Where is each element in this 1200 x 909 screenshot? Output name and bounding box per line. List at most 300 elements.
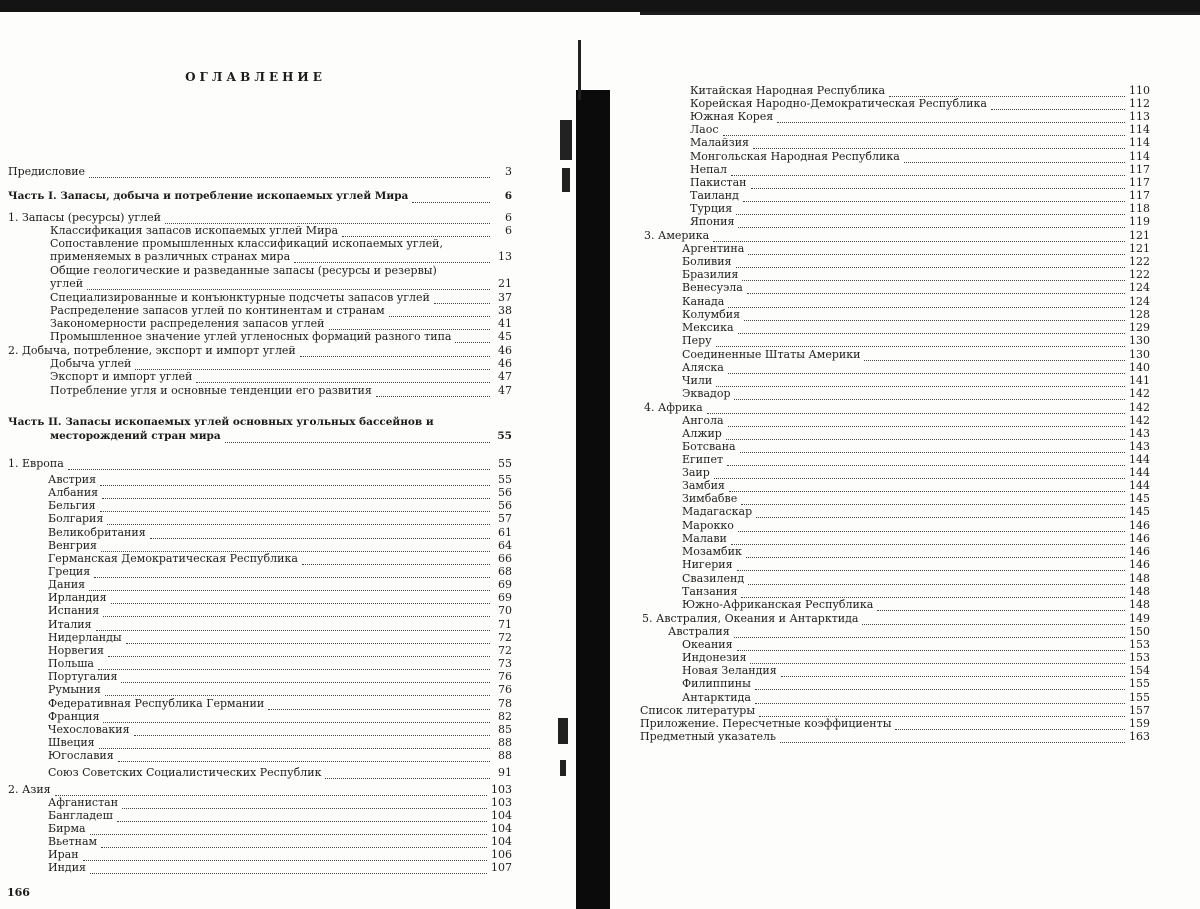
dot-leader bbox=[111, 594, 490, 604]
toc-entry bbox=[682, 572, 1150, 585]
toc-entry-label: Предметный указатель bbox=[640, 730, 777, 743]
dot-leader bbox=[107, 515, 490, 525]
dot-leader bbox=[268, 700, 490, 710]
toc-entry bbox=[48, 723, 512, 736]
toc-entry bbox=[682, 651, 1150, 664]
toc-entry bbox=[48, 512, 512, 525]
toc-entry-page: 72 bbox=[498, 631, 512, 644]
dot-leader bbox=[329, 320, 490, 330]
toc-entry bbox=[690, 202, 1150, 215]
toc-entry bbox=[682, 374, 1150, 387]
toc-entry bbox=[50, 304, 512, 317]
toc-entry bbox=[682, 638, 1150, 651]
toc-entry-label: Эквадор bbox=[682, 387, 731, 400]
toc-entry-page: 140 bbox=[1129, 361, 1150, 374]
toc-entry-page: 142 bbox=[1129, 401, 1150, 414]
toc-entry-label: Болгария bbox=[48, 512, 104, 525]
toc-entry-label: Таиланд bbox=[690, 189, 739, 202]
toc-entry-label: Япония bbox=[690, 215, 735, 228]
toc-entry-label: Югославия bbox=[48, 749, 114, 762]
toc-entry-label: Канада bbox=[682, 295, 725, 308]
dot-leader bbox=[87, 280, 490, 290]
dot-leader bbox=[117, 812, 487, 822]
dot-leader bbox=[196, 373, 490, 383]
toc-entry bbox=[48, 618, 512, 631]
toc-entry bbox=[682, 242, 1150, 255]
left-page bbox=[0, 0, 575, 909]
dot-leader bbox=[55, 786, 487, 796]
dot-leader bbox=[736, 205, 1125, 215]
toc-entry bbox=[50, 237, 512, 250]
toc-entry bbox=[48, 710, 512, 723]
toc-entry-label: Иран bbox=[48, 848, 79, 861]
toc-entry-label: Ангола bbox=[682, 414, 724, 427]
toc-entry bbox=[682, 598, 1150, 611]
toc-entry bbox=[690, 97, 1150, 110]
toc-entry-label: Марокко bbox=[682, 519, 734, 532]
dot-leader bbox=[89, 168, 490, 178]
toc-entry-label: Распределение запасов углей по континентам и странам bbox=[50, 304, 385, 317]
dot-leader bbox=[101, 542, 490, 552]
dot-leader bbox=[755, 694, 1125, 704]
toc-entry-page: 163 bbox=[1129, 730, 1150, 743]
dot-leader bbox=[108, 647, 490, 657]
toc-entry-label: Малайзия bbox=[690, 136, 749, 149]
toc-entry-label: месторождений стран мира bbox=[50, 430, 221, 442]
toc-entry-label: Германская Демократическая Республика bbox=[48, 552, 298, 565]
toc-entry-page: 157 bbox=[1129, 704, 1150, 717]
toc-entry-page: 117 bbox=[1129, 189, 1150, 202]
dot-leader bbox=[103, 713, 490, 723]
toc-entry-label: Классификация запасов ископаемых углей Мира bbox=[50, 224, 339, 237]
toc-entry-page: 112 bbox=[1129, 97, 1150, 110]
dot-leader bbox=[441, 268, 490, 277]
toc-entry bbox=[48, 809, 512, 822]
toc-entry-page: 76 bbox=[498, 683, 512, 696]
toc-entry bbox=[50, 317, 512, 330]
dot-leader bbox=[751, 179, 1126, 189]
toc-entry-page: 69 bbox=[498, 578, 512, 591]
toc-entry bbox=[8, 416, 512, 429]
toc-entry bbox=[48, 644, 512, 657]
toc-entry-label: Албания bbox=[48, 486, 99, 499]
toc-entry-label: 2. Азия bbox=[8, 783, 51, 796]
toc-entry bbox=[682, 492, 1150, 505]
toc-entry bbox=[8, 190, 512, 203]
dot-leader bbox=[731, 166, 1125, 176]
toc-entry bbox=[640, 717, 1150, 730]
dot-leader bbox=[741, 588, 1125, 598]
toc-entry-page: 85 bbox=[498, 723, 512, 736]
dot-leader bbox=[713, 232, 1125, 242]
toc-entry-page: 110 bbox=[1129, 84, 1150, 97]
dot-leader bbox=[728, 298, 1125, 308]
toc-entry bbox=[682, 558, 1150, 571]
toc-entry bbox=[640, 730, 1150, 743]
toc-entry-page: 56 bbox=[498, 486, 512, 499]
dot-leader bbox=[738, 324, 1125, 334]
dot-leader bbox=[121, 673, 490, 683]
toc-entry bbox=[682, 440, 1150, 453]
dot-leader bbox=[325, 769, 490, 779]
toc-entry-page: 103 bbox=[491, 796, 512, 809]
toc-entry-page: 6 bbox=[505, 211, 512, 224]
toc-entry bbox=[50, 357, 512, 370]
dot-leader bbox=[96, 621, 491, 631]
toc-entry-label: Соединенные Штаты Америки bbox=[682, 348, 861, 361]
toc-entry-page: 118 bbox=[1129, 202, 1150, 215]
toc-entry bbox=[48, 749, 512, 762]
toc-entry bbox=[690, 84, 1150, 97]
toc-entry-page: 103 bbox=[491, 783, 512, 796]
toc-entry bbox=[690, 176, 1150, 189]
toc-entry-page: 71 bbox=[498, 618, 512, 631]
toc-entry bbox=[682, 387, 1150, 400]
toc-entry-page: 119 bbox=[1129, 215, 1150, 228]
toc-entry bbox=[8, 211, 512, 224]
toc-entry-label: Малави bbox=[682, 532, 727, 545]
toc-entry bbox=[690, 215, 1150, 228]
toc-entry bbox=[8, 165, 512, 178]
toc-entry-label: Италия bbox=[48, 618, 92, 631]
toc-entry-page: 64 bbox=[498, 539, 512, 552]
toc-entry bbox=[50, 330, 512, 343]
dot-leader bbox=[877, 601, 1125, 611]
dot-leader bbox=[376, 387, 490, 397]
dot-leader bbox=[68, 460, 490, 470]
toc-entry-label: Закономерности распределения запасов углей bbox=[50, 317, 325, 330]
toc-entry-page: 68 bbox=[498, 565, 512, 578]
dot-leader bbox=[412, 193, 490, 203]
toc-entry-label: Швеция bbox=[48, 736, 95, 749]
toc-entry-label: Индонезия bbox=[682, 651, 747, 664]
toc-entry-label: Танзания bbox=[682, 585, 738, 598]
toc-entry bbox=[48, 526, 512, 539]
toc-entry bbox=[682, 281, 1150, 294]
toc-entry bbox=[48, 499, 512, 512]
toc-entry bbox=[48, 766, 512, 779]
toc-entry bbox=[48, 835, 512, 848]
toc-entry bbox=[682, 255, 1150, 268]
toc-entry-page: 153 bbox=[1129, 638, 1150, 651]
toc-entry-page: 150 bbox=[1129, 625, 1150, 638]
toc-entry bbox=[690, 123, 1150, 136]
toc-entry-label: Лаос bbox=[690, 123, 719, 136]
toc-entry bbox=[682, 664, 1150, 677]
toc-entry-label: 5. Австралия, Океания и Антарктида bbox=[642, 612, 859, 625]
toc-entry-label: Океания bbox=[682, 638, 733, 651]
dot-leader bbox=[750, 654, 1125, 664]
toc-entry-page: 37 bbox=[498, 291, 512, 304]
dot-leader bbox=[294, 253, 490, 263]
dot-leader bbox=[777, 113, 1125, 123]
dot-leader bbox=[991, 100, 1125, 110]
toc-entry-page: 57 bbox=[498, 512, 512, 525]
dot-leader bbox=[742, 271, 1125, 281]
toc-entry-page: 114 bbox=[1129, 123, 1150, 136]
toc-entry-page: 148 bbox=[1129, 572, 1150, 585]
toc-entry-label: Аргентина bbox=[682, 242, 745, 255]
dot-leader bbox=[300, 347, 490, 357]
toc-entry-label: 1. Европа bbox=[8, 457, 64, 470]
toc-entry-page: 130 bbox=[1129, 348, 1150, 361]
toc-entry-label: Колумбия bbox=[682, 308, 741, 321]
dot-leader bbox=[389, 307, 490, 317]
toc-entry bbox=[682, 348, 1150, 361]
dot-leader bbox=[102, 489, 490, 499]
toc-entry-label: 3. Америка bbox=[644, 229, 710, 242]
toc-entry-page: 141 bbox=[1129, 374, 1150, 387]
dot-leader bbox=[781, 667, 1125, 677]
toc-entry bbox=[50, 250, 512, 263]
toc-entry bbox=[48, 631, 512, 644]
toc-entry-label: Перу bbox=[682, 334, 712, 347]
toc-entry-label: Мексика bbox=[682, 321, 734, 334]
dot-leader bbox=[753, 139, 1125, 149]
toc-entry bbox=[48, 683, 512, 696]
toc-entry-page: 146 bbox=[1129, 532, 1150, 545]
dot-leader bbox=[714, 469, 1125, 479]
toc-entry-label: Испания bbox=[48, 604, 100, 617]
dot-leader bbox=[447, 241, 490, 250]
toc-entry-label: Монгольская Народная Республика bbox=[690, 150, 900, 163]
toc-entry-label: Часть II. Запасы ископаемых углей основных угольных бассейнов и bbox=[8, 416, 434, 428]
toc-entry bbox=[690, 163, 1150, 176]
toc-entry-page: 91 bbox=[498, 766, 512, 779]
toc-entry bbox=[50, 384, 512, 397]
toc-entry-page: 121 bbox=[1129, 229, 1150, 242]
toc-entry-page: 124 bbox=[1129, 295, 1150, 308]
toc-entry-label: Общие геологические и разведанные запасы (ресурсы и резервы) bbox=[50, 264, 437, 277]
dot-leader bbox=[135, 360, 490, 370]
toc-entry-page: 142 bbox=[1129, 387, 1150, 400]
toc-entry-label: Зимбабве bbox=[682, 492, 738, 505]
toc-entry-label: Дания bbox=[48, 578, 86, 591]
dot-leader bbox=[94, 568, 490, 578]
toc-entry-page: 69 bbox=[498, 591, 512, 604]
toc-entry-page: 117 bbox=[1129, 176, 1150, 189]
toc-entry-page: 88 bbox=[498, 749, 512, 762]
dot-leader bbox=[122, 799, 487, 809]
toc-entry bbox=[8, 783, 512, 796]
dot-leader bbox=[103, 607, 490, 617]
toc-entry-label: Нидерланды bbox=[48, 631, 122, 644]
dot-leader bbox=[727, 456, 1125, 466]
dot-leader bbox=[118, 752, 490, 762]
book-gutter-line bbox=[578, 40, 581, 100]
toc-entry bbox=[682, 479, 1150, 492]
toc-entry-page: 143 bbox=[1129, 440, 1150, 453]
toc-entry-label: Добыча углей bbox=[50, 357, 132, 370]
toc-entry-page: 73 bbox=[498, 657, 512, 670]
toc-entry bbox=[48, 657, 512, 670]
toc-entry-page: 47 bbox=[498, 370, 512, 383]
toc-entry bbox=[48, 796, 512, 809]
dot-leader bbox=[726, 430, 1125, 440]
dot-leader bbox=[734, 628, 1125, 638]
toc-entry-page: 114 bbox=[1129, 136, 1150, 149]
toc-entry-label: Бельгия bbox=[48, 499, 96, 512]
toc-entry-page: 13 bbox=[498, 250, 512, 263]
toc-entry-page: 124 bbox=[1129, 281, 1150, 294]
toc-entry-label: Предисловие bbox=[8, 165, 86, 178]
toc-entry-label: Венесуэла bbox=[682, 281, 743, 294]
toc-entry bbox=[48, 578, 512, 591]
toc-entry-label: Заир bbox=[682, 466, 710, 479]
dot-leader bbox=[89, 581, 490, 591]
toc-entry-label: Замбия bbox=[682, 479, 725, 492]
toc-entry-page: 104 bbox=[491, 822, 512, 835]
dot-leader bbox=[728, 364, 1125, 374]
toc-entry-page: 146 bbox=[1129, 519, 1150, 532]
toc-entry-page: 148 bbox=[1129, 585, 1150, 598]
dot-leader bbox=[90, 864, 487, 874]
dot-leader bbox=[862, 615, 1125, 625]
toc-entry-page: 104 bbox=[491, 809, 512, 822]
toc-entry bbox=[48, 591, 512, 604]
toc-entry bbox=[48, 670, 512, 683]
toc-entry-label: Корейская Народно-Демократическая Республика bbox=[690, 97, 987, 110]
toc-entry-label: Бразилия bbox=[682, 268, 739, 281]
toc-entry-page: 88 bbox=[498, 736, 512, 749]
toc-entry-page: 143 bbox=[1129, 427, 1150, 440]
dot-leader bbox=[105, 686, 490, 696]
toc-entry-page: 76 bbox=[498, 670, 512, 683]
toc-entry-page: 145 bbox=[1129, 492, 1150, 505]
toc-entry bbox=[48, 473, 512, 486]
toc-entry-page: 55 bbox=[498, 457, 512, 470]
toc-entry bbox=[50, 224, 512, 237]
toc-entry-page: 122 bbox=[1129, 255, 1150, 268]
toc-entry bbox=[668, 625, 1150, 638]
toc-entry-label: Свазиленд bbox=[682, 572, 745, 585]
dot-leader bbox=[101, 838, 487, 848]
dot-leader bbox=[225, 433, 490, 443]
toc-entry-label: Бирма bbox=[48, 822, 86, 835]
toc-entry-page: 38 bbox=[498, 304, 512, 317]
toc-entry-label: Ботсвана bbox=[682, 440, 736, 453]
toc-entry bbox=[682, 414, 1150, 427]
toc-entry-page: 142 bbox=[1129, 414, 1150, 427]
toc-entry bbox=[682, 466, 1150, 479]
dot-leader bbox=[738, 522, 1125, 532]
toc-entry-label: Польша bbox=[48, 657, 94, 670]
toc-entry-label: Норвегия bbox=[48, 644, 104, 657]
toc-entry bbox=[682, 677, 1150, 690]
toc-entry bbox=[48, 604, 512, 617]
toc-entry-label: Союз Советских Социалистических Республик bbox=[48, 766, 322, 779]
toc-entry bbox=[50, 370, 512, 383]
toc-entry-label: Афганистан bbox=[48, 796, 119, 809]
dot-leader bbox=[134, 726, 490, 736]
book-gutter-shadow bbox=[576, 90, 610, 909]
dot-leader bbox=[746, 548, 1125, 558]
toc-entry-page: 129 bbox=[1129, 321, 1150, 334]
dot-leader bbox=[889, 87, 1125, 97]
dot-leader bbox=[737, 561, 1125, 571]
toc-entry bbox=[682, 427, 1150, 440]
dot-leader bbox=[729, 482, 1125, 492]
toc-entry-label: Приложение. Пересчетные коэффициенты bbox=[640, 717, 892, 730]
toc-entry-label: Промышленное значение углей угленосных формаций разного типа bbox=[50, 330, 452, 343]
toc-entry-page: 122 bbox=[1129, 268, 1150, 281]
toc-entry bbox=[48, 861, 512, 874]
dot-leader bbox=[904, 153, 1125, 163]
toc-entry-page: 41 bbox=[498, 317, 512, 330]
toc-entry-label: Непал bbox=[690, 163, 727, 176]
dot-leader bbox=[756, 508, 1125, 518]
dot-leader bbox=[731, 535, 1125, 545]
toc-entry-page: 72 bbox=[498, 644, 512, 657]
toc-entry-page: 149 bbox=[1129, 612, 1150, 625]
toc-entry bbox=[48, 822, 512, 835]
dot-leader bbox=[736, 258, 1126, 268]
toc-entry-label: Алжир bbox=[682, 427, 722, 440]
toc-entry bbox=[48, 539, 512, 552]
toc-entry bbox=[644, 229, 1150, 242]
toc-entry bbox=[50, 264, 512, 277]
toc-entry-label: применяемых в различных странах мира bbox=[50, 250, 291, 263]
toc-entry-label: Южная Корея bbox=[690, 110, 774, 123]
toc-entry-label: Филиппины bbox=[682, 677, 751, 690]
dot-leader bbox=[864, 351, 1125, 361]
toc-entry-label: Румыния bbox=[48, 683, 101, 696]
toc-entry-page: 121 bbox=[1129, 242, 1150, 255]
toc-entry-label: Нигерия bbox=[682, 558, 733, 571]
toc-entry-page: 114 bbox=[1129, 150, 1150, 163]
toc-entry-page: 6 bbox=[504, 190, 512, 202]
dot-leader bbox=[342, 227, 490, 237]
toc-entry bbox=[682, 334, 1150, 347]
dot-leader bbox=[743, 192, 1125, 202]
dot-leader bbox=[740, 443, 1125, 453]
toc-entry bbox=[48, 565, 512, 578]
toc-entry-label: Федеративная Республика Германии bbox=[48, 697, 265, 710]
toc-entry-label: Аляска bbox=[682, 361, 724, 374]
dot-leader bbox=[83, 851, 487, 861]
toc-entry-label: Египет bbox=[682, 453, 724, 466]
dot-leader bbox=[744, 311, 1125, 321]
toc-entry-page: 153 bbox=[1129, 651, 1150, 664]
toc-entry-page: 130 bbox=[1129, 334, 1150, 347]
toc-entry bbox=[682, 453, 1150, 466]
toc-entry bbox=[50, 277, 512, 290]
toc-entry bbox=[682, 505, 1150, 518]
toc-entry-label: Чили bbox=[682, 374, 713, 387]
toc-entry-page: 78 bbox=[498, 697, 512, 710]
toc-entry-page: 46 bbox=[498, 344, 512, 357]
toc-entry-label: Список литературы bbox=[640, 704, 756, 717]
toc-entry-label: Австрия bbox=[48, 473, 97, 486]
toc-entry-label: Португалия bbox=[48, 670, 118, 683]
dot-leader bbox=[747, 284, 1125, 294]
dot-leader bbox=[895, 720, 1125, 730]
toc-entry-label: Специализированные и конъюнктурные подсчеты запасов углей bbox=[50, 291, 430, 304]
toc-entry-label: Экспорт и импорт углей bbox=[50, 370, 193, 383]
toc-entry-label: Часть I. Запасы, добыча и потребление ископаемых углей Мира bbox=[8, 190, 409, 202]
toc-entry-label: углей bbox=[50, 277, 84, 290]
toc-entry-page: 144 bbox=[1129, 479, 1150, 492]
toc-entry-page: 155 bbox=[1129, 691, 1150, 704]
dot-leader bbox=[99, 739, 490, 749]
toc-entry-page: 45 bbox=[498, 330, 512, 343]
dot-leader bbox=[302, 555, 490, 565]
dot-leader bbox=[438, 420, 490, 429]
toc-entry bbox=[682, 545, 1150, 558]
toc-entry-page: 106 bbox=[491, 848, 512, 861]
toc-entry bbox=[644, 401, 1150, 414]
toc-entry-label: 1. Запасы (ресурсы) углей bbox=[8, 211, 161, 224]
